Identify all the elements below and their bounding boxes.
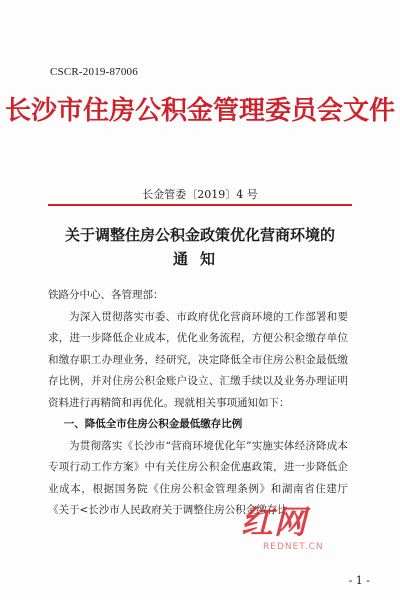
- title-line-2: 通知: [172, 250, 227, 268]
- watermark-text: 红网: [241, 503, 308, 541]
- paragraph-1: 为深入贯彻落实市委、市政府优化营商环境的工作部署和要求，进一步降低企业成本，优化业务流程，方便公积金缴存单位和缴存职工办理业务，经研究，决定降低全市住房公积金最低缴存比例，并对住房公积金账户设立、汇缴手续以及业务办理证明资料进行再精简和再优化。现就相关事项通知如下：: [48, 310, 348, 409]
- document-code: CSCR-2019-87006: [50, 66, 138, 78]
- rednet-watermark-logo: [233, 504, 363, 560]
- paragraph-2: 为贯彻落实《长沙市“营商环境优化年”实施实体经济降成本专项行动工作方案》中有关住房公积金优惠政策，进一步降低企业成本，根据国务院《住房公积金管理条例》和湖南省住建厅《关于<长沙市人民政府关于调整住房公积金缴存比: [48, 439, 348, 516]
- page-number: - 1 -: [348, 574, 370, 587]
- title-line-1: 关于调整住房公积金政策优化营商环境的: [64, 226, 335, 244]
- document-number: 长金管委〔2019〕4 号: [142, 188, 258, 201]
- document-title: [0, 223, 400, 271]
- watermark-subtext: REDNET.CN: [263, 542, 324, 552]
- red-divider: [48, 204, 352, 206]
- document-header: 长沙市住房公积金管理委员会文件: [4, 96, 395, 126]
- document-body: [48, 285, 348, 522]
- section-heading-1: 一、降低全市住房公积金最低缴存比例: [63, 418, 243, 430]
- salutation: 铁路分中心、各管理部：: [48, 289, 164, 301]
